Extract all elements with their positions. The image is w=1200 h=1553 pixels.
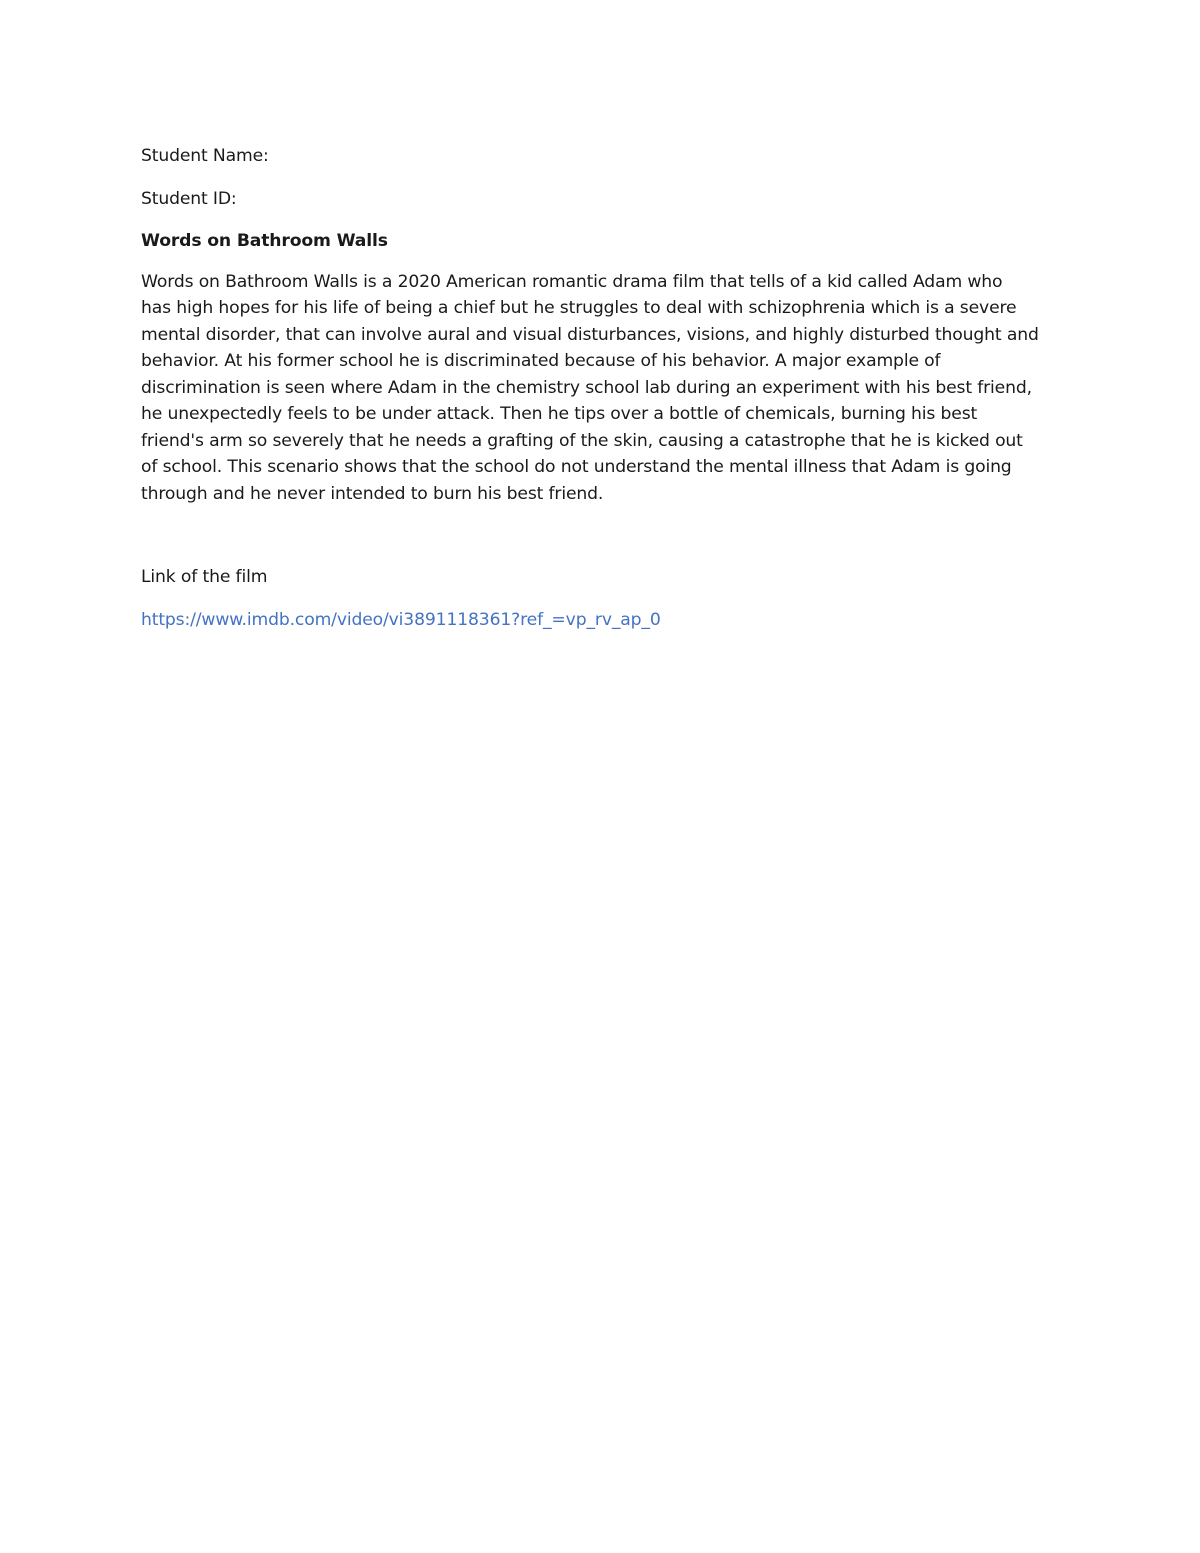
document-title: Words on Bathroom Walls <box>141 231 388 251</box>
body-line: friend's arm so severely that he needs a grafting of the skin, causing a catastrophe that he is kicked out <box>141 430 1023 451</box>
document-content <box>141 143 1076 633</box>
body-line: behavior. At his former school he is discriminated because of his behavior. A major example of <box>141 351 941 371</box>
body-line: of school. This scenario shows that the school do not understand the mental illness that Adam is going <box>141 457 1012 477</box>
student-id-label: Student ID: <box>141 188 237 209</box>
body-line: Words on Bathroom Walls is a 2020 American romantic drama film that tells of a kid called Adam who <box>141 271 1003 292</box>
film-link[interactable]: https://www.imdb.com/video/vi3891118361?ref_=vp_rv_ap_0 <box>141 609 661 630</box>
body-paragraph <box>141 269 1076 508</box>
link-line <box>141 607 1076 634</box>
student-name-label: Student Name: <box>141 146 269 166</box>
link-label: Link of the film <box>141 567 268 587</box>
body-line: has high hopes for his life of being a chief but he struggles to deal with schizophrenia which is a severe <box>141 298 1017 318</box>
body-line: he unexpectedly feels to be under attack. Then he tips over a bottle of chemicals, burning his best <box>141 404 978 424</box>
body-line: mental disorder, that can involve aural and visual disturbances, visions, and highly disturbed thought and <box>141 324 1039 345</box>
body-line: discrimination is seen where Adam in the chemistry school lab during an experiment with his best friend, <box>141 377 1032 398</box>
body-line: through and he never intended to burn his best friend. <box>141 483 604 504</box>
